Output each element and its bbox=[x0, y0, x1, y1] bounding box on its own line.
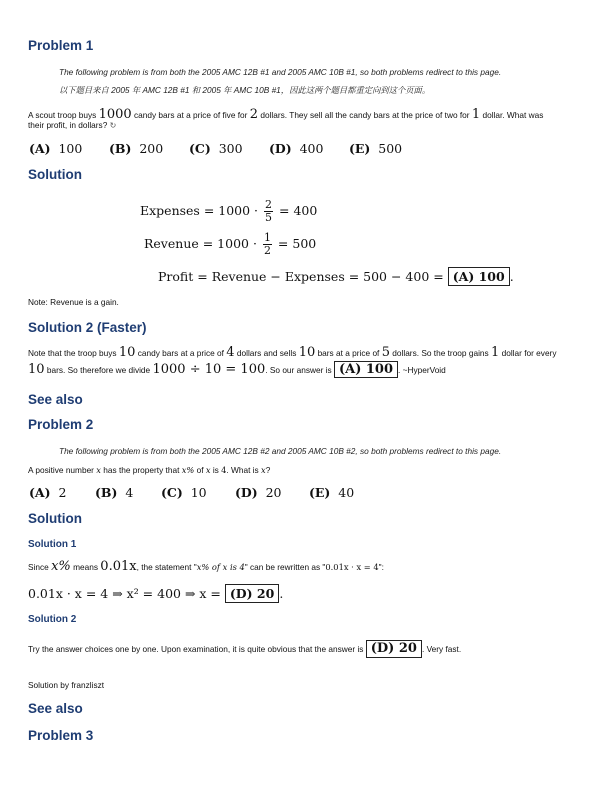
choice-e: (E) 40 bbox=[308, 485, 355, 500]
solution-2-subheading: Solution 2 bbox=[28, 614, 77, 625]
problem-3-heading: Problem 3 bbox=[28, 728, 94, 743]
p2-solution-chain: 0.01x · x = 4 ⇒ x² = 400 ⇒ x = (D) 20 . bbox=[28, 586, 284, 601]
problem-2-solution-heading: Solution bbox=[28, 511, 82, 526]
choice-c: (C) 300 bbox=[188, 141, 243, 156]
choice-c: (C) 10 bbox=[160, 485, 207, 500]
choice-d: (D) 400 bbox=[268, 141, 324, 156]
revenue-note: Note: Revenue is a gain. bbox=[28, 297, 119, 307]
choice-b: (B) 4 bbox=[94, 485, 134, 500]
choice-d: (D) 20 bbox=[234, 485, 282, 500]
profit-equation: Profit = Revenue − Expenses = 500 − 400 = (A) 100 . bbox=[158, 269, 514, 284]
edit-link-icon[interactable]: ↻ bbox=[109, 121, 117, 130]
p2-solution-1-text: Since x% means 0.01x, the statement "x% of x is 4" can be rewritten as "0.01x · x = 4": bbox=[28, 559, 384, 574]
solution-credit: Solution by franzliszt bbox=[28, 680, 105, 690]
problem-2-heading: Problem 2 bbox=[28, 417, 94, 432]
expenses-equation: Expenses = 1000 · $\frac{2}{5}$ = 400 bbox=[140, 198, 318, 224]
problem-1-statement: A scout troop buys 1000 candy bars at a price of five for 2 dollars. They sell all the candy bars at the price of two for 1 dollar. What was their profit, in dollars? ↻ bbox=[28, 107, 544, 130]
problem-2-choices bbox=[29, 485, 354, 500]
problem-1-note-zh: 以下题目来自 2005 年 AMC 12B #1 和 2005 年 AMC 10B #1，因此这两个题目都重定向到这个页面。 bbox=[59, 85, 431, 95]
see-also-2[interactable]: See also bbox=[28, 701, 83, 716]
p2-solution-2-text: Try the answer choices one by one. Upon examination, it is quite obvious that the answer is (D) 20 . Very fast. bbox=[28, 641, 462, 656]
problem-2-note: The following problem is from both the 2005 AMC 12B #2 and 2005 AMC 10B #2, so both problems redirect to this page. bbox=[59, 446, 502, 456]
problem-1-note: The following problem is from both the 2005 AMC 12B #1 and 2005 AMC 10B #1, so both problems redirect to this page. bbox=[59, 67, 502, 77]
problem-1-heading: Problem 1 bbox=[28, 38, 94, 53]
solution-2-heading: Solution 2 (Faster) bbox=[28, 320, 147, 335]
solution-2-text: Note that the troop buys 10 candy bars at a price of 4 dollars and sells 10 bars at a price of 5 dollars. So the troop gains 1 dollar for every 10 bars. So therefore we divide 1000 ÷ 10 = 100. So our answer is (A) 100 . ~HyperVoid bbox=[28, 345, 557, 377]
revenue-equation: Revenue = 1000 · $\frac{1}{2}$ = 500 bbox=[144, 231, 317, 257]
see-also-1[interactable]: See also bbox=[28, 392, 83, 407]
solution-heading: Solution bbox=[28, 167, 82, 182]
solution-1-subheading: Solution 1 bbox=[28, 539, 77, 550]
choice-b: (B) 200 bbox=[108, 141, 164, 156]
choice-e: (E) 500 bbox=[348, 141, 403, 156]
choice-a: (A) 2 bbox=[29, 485, 67, 500]
problem-1-choices bbox=[29, 141, 402, 156]
problem-2-statement: A positive number x has the property that x% of x is 4. What is x? bbox=[28, 465, 271, 475]
choice-a: (A) 100 bbox=[29, 141, 83, 156]
